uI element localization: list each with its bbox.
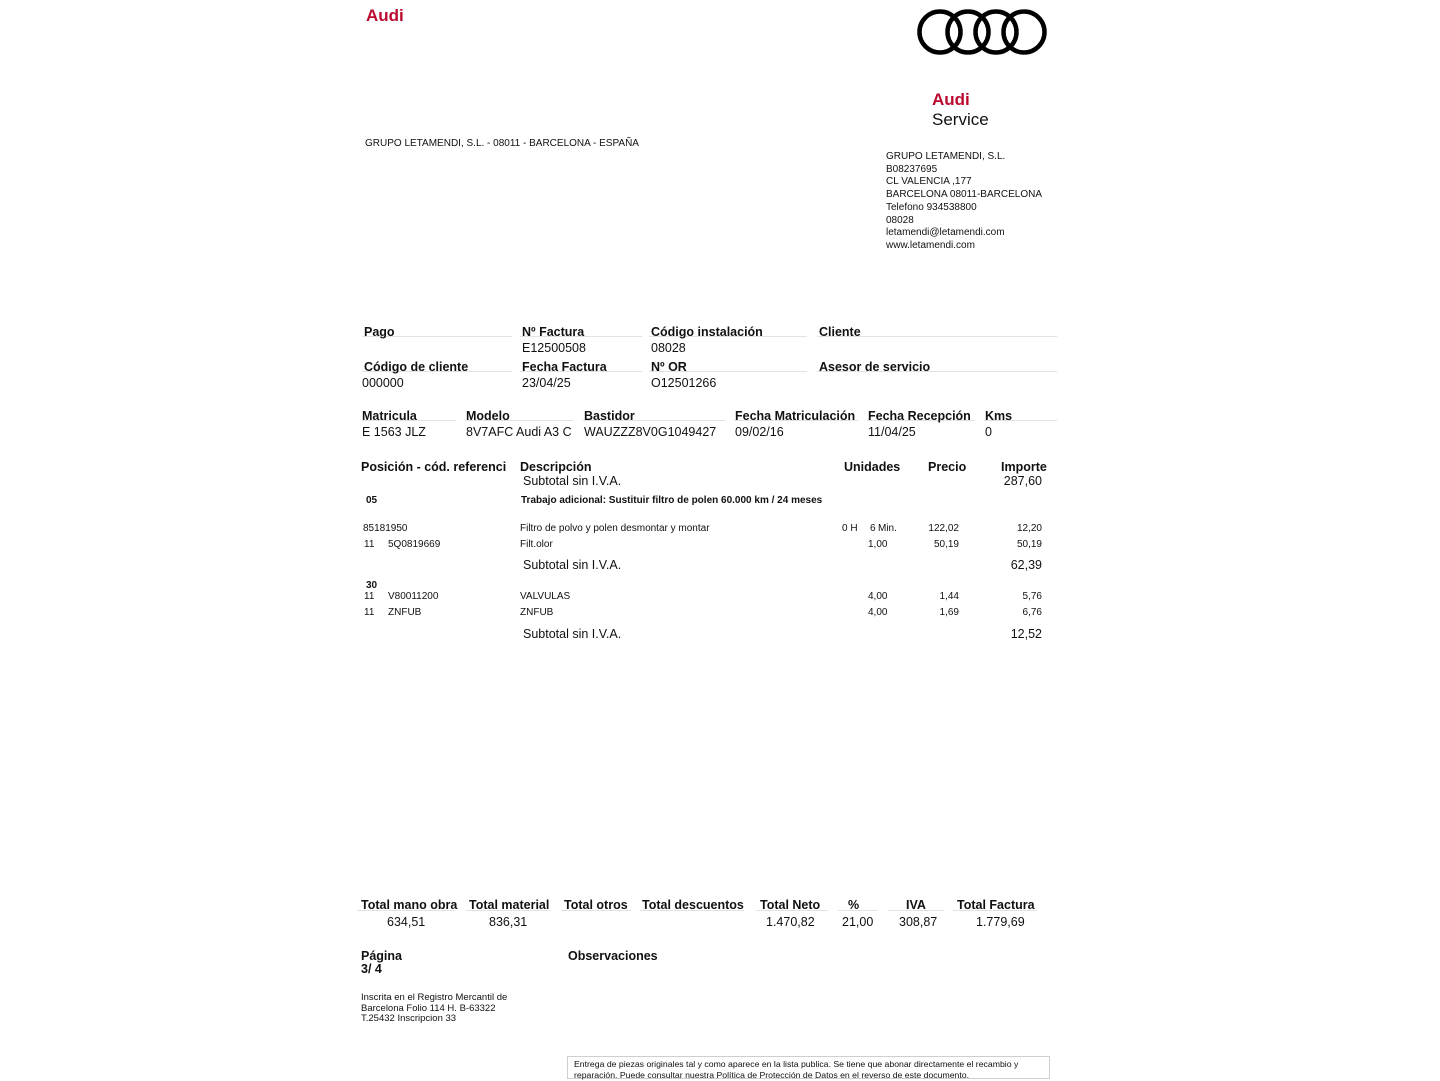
company-address xyxy=(886,151,1042,253)
fecha-recepcion-label: Fecha Recepción xyxy=(868,409,971,423)
iva-value: 308,87 xyxy=(899,915,938,929)
notice-box xyxy=(567,1056,1050,1079)
row-amount: 50,19 xyxy=(1016,539,1042,550)
row-desc: Filt.olor xyxy=(520,539,553,550)
address-line: www.letamendi.com xyxy=(886,239,975,251)
factura-number: E12500508 xyxy=(522,341,586,355)
asesor-label: Asesor de servicio xyxy=(819,360,931,374)
logo-audi-text: Audi xyxy=(932,90,970,109)
sender-line: GRUPO LETAMENDI, S.L. - 08011 - BARCELONA - ESPAÑA xyxy=(365,138,639,149)
row-unit-label: Min. xyxy=(878,523,897,534)
registro-mercantil xyxy=(361,993,507,1025)
kms-label: Kms xyxy=(985,409,1013,423)
col-importe: Importe xyxy=(1001,460,1047,474)
section-code: 05 xyxy=(366,495,378,506)
fecha-recepcion-value: 11/04/25 xyxy=(868,425,916,439)
pagina-value: 3/ 4 xyxy=(361,962,382,976)
notice-line: reparación. Puede consultar nuestra Política de Protección de Datos en el reverso de este documento. xyxy=(574,1070,970,1080)
modelo-value: 8V7AFC Audi A3 C xyxy=(466,425,572,439)
instalacion-value: 08028 xyxy=(651,341,686,355)
matricula-label: Matricula xyxy=(362,409,417,423)
total-factura-label: Total Factura xyxy=(957,898,1035,912)
row-units: 6 xyxy=(870,523,876,534)
row-price: 1,69 xyxy=(939,607,959,618)
observaciones-label: Observaciones xyxy=(568,949,658,963)
modelo-label: Modelo xyxy=(466,409,510,423)
registro-line: Inscrita en el Registro Mercantil de xyxy=(361,992,508,1003)
subtotal-label: Subtotal sin I.V.A. xyxy=(523,558,622,572)
row-pos: 11 xyxy=(364,539,375,550)
pct-label: % xyxy=(848,898,860,912)
fecha-matriculacion-value: 09/02/16 xyxy=(735,425,784,439)
col-unidades: Unidades xyxy=(844,460,901,474)
address-line: CL VALENCIA ,177 xyxy=(886,176,972,188)
registro-line: Barcelona Folio 114 H. B-63322 xyxy=(361,1002,496,1014)
row-units: 4,00 xyxy=(868,607,888,618)
row-units: 4,00 xyxy=(868,591,888,602)
address-line: 08028 xyxy=(886,214,914,226)
row-ref: 5Q0819669 xyxy=(388,539,441,550)
cliente-label: Cliente xyxy=(819,325,861,339)
col-descripcion: Descripción xyxy=(520,460,592,474)
total-mano-obra-label: Total mano obra xyxy=(361,898,458,912)
total-neto-value: 1.470,82 xyxy=(766,915,815,929)
row-amount: 6,76 xyxy=(1022,607,1042,618)
subtotal-value: 287,60 xyxy=(1003,474,1042,488)
address-line: B08237695 xyxy=(886,163,938,175)
codigo-cliente-value: 000000 xyxy=(362,376,404,390)
bastidor-label: Bastidor xyxy=(584,409,635,423)
row-desc: Filtro de polvo y polen desmontar y montar xyxy=(520,523,710,534)
total-neto-label: Total Neto xyxy=(760,898,821,912)
row-ref: V80011200 xyxy=(388,591,439,602)
row-price: 50,19 xyxy=(933,539,959,550)
fecha-matriculacion-label: Fecha Matriculación xyxy=(735,409,856,423)
bastidor-value: WAUZZZ8V0G1049427 xyxy=(584,425,717,439)
row-amount: 12,20 xyxy=(1016,523,1042,534)
section-title: Trabajo adicional: Sustituir filtro de polen 60.000 km / 24 meses xyxy=(521,495,823,506)
total-material-value: 836,31 xyxy=(489,915,528,929)
instalacion-label: Código instalación xyxy=(651,325,763,339)
matricula-value: E 1563 JLZ xyxy=(362,425,426,439)
total-factura-value: 1.779,69 xyxy=(976,915,1025,929)
row-hours: 0 H xyxy=(842,523,858,534)
address-line: Telefono 934538800 xyxy=(886,201,977,213)
total-mano-obra-value: 634,51 xyxy=(387,915,426,929)
col-precio: Precio xyxy=(928,460,967,474)
total-otros-label: Total otros xyxy=(564,898,628,912)
or-value: O12501266 xyxy=(651,376,717,390)
audi-rings-logo xyxy=(911,6,1053,58)
row-desc: ZNFUB xyxy=(520,607,554,618)
address-line: letamendi@letamendi.com xyxy=(886,227,1005,239)
row-pos: 11 xyxy=(364,607,375,618)
logo-service-text: Service xyxy=(932,110,989,129)
fecha-factura-value: 23/04/25 xyxy=(522,376,571,390)
pct-value: 21,00 xyxy=(842,915,874,929)
row-price: 122,02 xyxy=(928,523,959,534)
registro-line: T.25432 Inscripcion 33 xyxy=(361,1013,457,1024)
codigo-cliente-label: Código de cliente xyxy=(364,360,469,374)
subtotal-label: Subtotal sin I.V.A. xyxy=(523,474,622,488)
or-label: Nº OR xyxy=(651,360,687,374)
fecha-factura-label: Fecha Factura xyxy=(522,360,607,374)
address-line: BARCELONA 08011-BARCELONA xyxy=(886,189,1042,201)
total-material-label: Total material xyxy=(469,898,550,912)
brand-name: Audi xyxy=(366,6,404,25)
row-ref: 85181950 xyxy=(363,523,408,534)
row-price: 1,44 xyxy=(939,591,959,602)
subtotal-label: Subtotal sin I.V.A. xyxy=(523,627,622,641)
row-desc: VALVULAS xyxy=(520,591,571,602)
row-ref: ZNFUB xyxy=(388,607,422,618)
total-descuentos-label: Total descuentos xyxy=(642,898,744,912)
subtotal-value: 62,39 xyxy=(1010,558,1042,572)
col-posicion: Posición - cód. referenci xyxy=(361,460,507,474)
iva-label: IVA xyxy=(906,898,926,912)
row-pos: 11 xyxy=(364,591,375,602)
address-line: GRUPO LETAMENDI, S.L. xyxy=(886,151,1006,162)
row-amount: 5,76 xyxy=(1022,591,1042,602)
pago-label: Pago xyxy=(364,325,395,339)
pagina-label: Página xyxy=(361,949,402,963)
subtotal-value: 12,52 xyxy=(1010,627,1042,641)
notice-line: Entrega de piezas originales tal y como aparece en la lista publica. Se tiene que abonar directamente el recambio y xyxy=(574,1059,1019,1069)
row-units: 1,00 xyxy=(868,539,888,550)
section-code: 30 xyxy=(366,580,378,591)
kms-value: 0 xyxy=(985,425,992,439)
factura-label: Nº Factura xyxy=(522,325,585,339)
